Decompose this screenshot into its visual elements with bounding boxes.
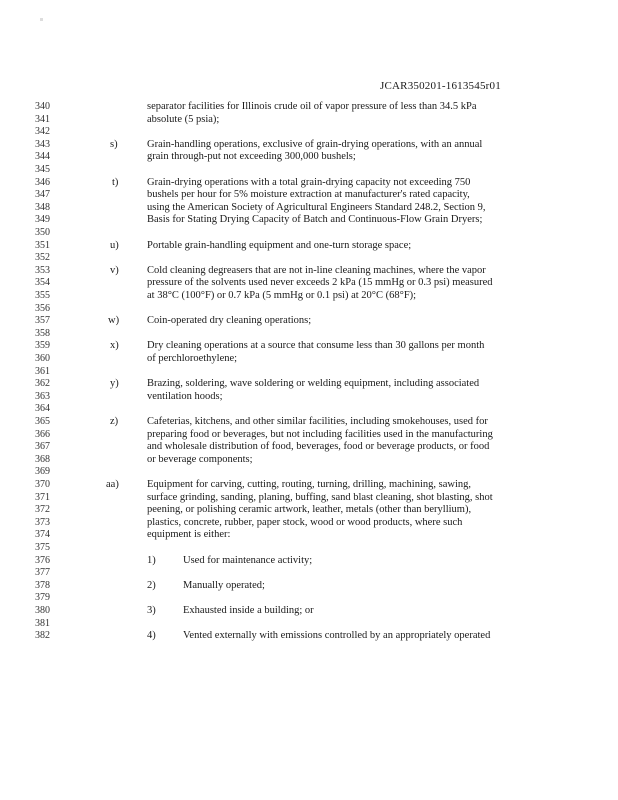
line-number: 362 — [35, 378, 50, 390]
line-number: 381 — [35, 617, 50, 629]
line-number: 365 — [35, 416, 50, 427]
line-number: 348 — [35, 201, 50, 213]
item-aa-text-line: equipment is either: — [147, 529, 231, 541]
item-w-marker: w) — [108, 315, 120, 327]
item-r-continuation-line: separator facilities for Illinois crude oil of vapor pressure of less than 34.5 kPa — [147, 101, 477, 112]
item-aa-text-line: Equipment for carving, cutting, routing, turning, drilling, machining, sawing, — [147, 479, 471, 490]
line-number: 369 — [35, 466, 50, 478]
item-t-text-line: using the American Society of Agricultural Engineers Standard 248.2, Section 9, — [147, 201, 486, 213]
line-number: 363 — [35, 390, 50, 402]
line-number: 380 — [35, 605, 50, 616]
line-number: 375 — [35, 542, 50, 553]
line-number: 347 — [35, 189, 50, 201]
subitem-3-text: Exhausted inside a building; or — [183, 605, 314, 616]
item-s-text-line: Grain-handling operations, exclusive of grain-drying operations, with an annual — [147, 138, 483, 150]
subitem-1-marker: 1) — [147, 554, 156, 566]
line-number: 351 — [35, 239, 50, 251]
item-v-marker: v) — [110, 264, 119, 276]
item-y-marker: y) — [110, 378, 119, 390]
subitem-2-marker: 2) — [147, 579, 156, 591]
line-number: 359 — [35, 340, 50, 352]
subitem-4-marker: 4) — [147, 630, 156, 642]
item-s-marker: s) — [110, 138, 118, 150]
item-w-text-line: Coin-operated dry cleaning operations; — [147, 315, 312, 327]
line-number: 358 — [35, 327, 50, 339]
line-number: 346 — [35, 176, 50, 188]
line-number: 364 — [35, 403, 50, 415]
item-x-text-line: Dry cleaning operations at a source that consume less than 30 gallons per month — [147, 340, 485, 352]
line-number: 367 — [35, 441, 50, 453]
line-number: 353 — [35, 264, 50, 276]
item-z-text-line: Cafeterias, kitchens, and other similar facilities, including smokehouses, used for — [147, 416, 488, 427]
line-number: 379 — [35, 592, 50, 604]
line-number: 377 — [35, 567, 50, 579]
line-number: 378 — [35, 579, 50, 591]
line-number: 345 — [35, 164, 50, 175]
line-number: 368 — [35, 453, 50, 465]
subitem-4-text: Vented externally with emissions controlled by an appropriately operated — [183, 630, 491, 642]
line-number: 370 — [35, 479, 50, 490]
item-u-marker: u) — [110, 239, 119, 251]
line-number: 382 — [35, 630, 50, 642]
item-v-text-line: at 38°C (100°F) or 0.7 kPa (5 mmHg or 0.1 psi) at 20°C (68°F); — [147, 290, 417, 301]
item-s-text-line: grain through-put not exceeding 300,000 bushels; — [147, 151, 356, 163]
item-t-text-line: Grain-drying operations with a total grain-drying capacity not exceeding 750 — [147, 176, 471, 188]
subitem-2-text: Manually operated; — [183, 579, 265, 591]
item-v-text-line: Cold cleaning degreasers that are not in-line cleaning machines, where the vapor — [147, 264, 486, 276]
line-number: 340 — [35, 101, 50, 112]
item-r-continuation-line: absolute (5 psia); — [147, 113, 220, 125]
item-t-marker: t) — [112, 176, 119, 188]
item-z-text-line: and wholesale distribution of food, beverages, food or beverage products, or food — [147, 441, 490, 453]
line-number: 374 — [35, 529, 50, 541]
item-z-text-line: preparing food or beverages, but not including facilities used in the manufacturing — [147, 428, 493, 440]
line-number: 376 — [35, 554, 50, 566]
line-number: 366 — [35, 428, 50, 440]
item-aa-marker: aa) — [106, 479, 119, 490]
line-number: 373 — [35, 516, 50, 528]
item-z-text-line: or beverage components; — [147, 453, 253, 465]
item-x-marker: x) — [110, 340, 119, 352]
item-aa-text-line: peening, or polishing ceramic artwork, leather, metals (other than beryllium), — [147, 504, 472, 516]
item-aa-text-line: plastics, concrete, rubber, paper stock, wood or wood products, where such — [147, 516, 463, 528]
line-number: 372 — [35, 504, 50, 516]
line-number: 371 — [35, 491, 50, 503]
item-y-text-line: Brazing, soldering, wave soldering or welding equipment, including associated — [147, 378, 480, 390]
line-number: 360 — [35, 353, 50, 364]
line-number: 352 — [35, 252, 50, 264]
subitem-3-marker: 3) — [147, 605, 156, 616]
line-number: 343 — [35, 138, 50, 150]
item-y-text-line: ventilation hoods; — [147, 390, 223, 402]
item-x-text-line: of perchloroethylene; — [147, 353, 238, 364]
subitem-1-text: Used for maintenance activity; — [183, 554, 313, 566]
line-number: 357 — [35, 315, 50, 327]
line-number: 356 — [35, 302, 50, 314]
document-id: JCAR350201-1613545r01 — [380, 80, 501, 92]
line-number: 342 — [35, 126, 50, 138]
line-number: 361 — [35, 365, 50, 377]
scan-speck — [40, 18, 43, 21]
line-number: 349 — [35, 214, 50, 226]
line-number: 355 — [35, 290, 50, 301]
line-number: 354 — [35, 277, 50, 289]
item-u-text-line: Portable grain-handling equipment and one-turn storage space; — [147, 239, 412, 251]
item-t-text-line: bushels per hour for 5% moisture extraction at manufacturer's rated capacity, — [147, 189, 470, 201]
line-number: 350 — [35, 227, 50, 238]
item-v-text-line: pressure of the solvents used never exceeds 2 kPa (15 mmHg or 0.3 psi) measured — [147, 277, 493, 289]
item-t-text-line: Basis for Stating Drying Capacity of Batch and Continuous-Flow Grain Dryers; — [147, 214, 483, 226]
line-number: 344 — [35, 151, 50, 163]
line-number: 341 — [35, 113, 50, 125]
item-z-marker: z) — [110, 416, 119, 427]
item-aa-text-line: surface grinding, sanding, planing, buffing, sand blast cleaning, shot blasting, shot — [147, 491, 493, 503]
